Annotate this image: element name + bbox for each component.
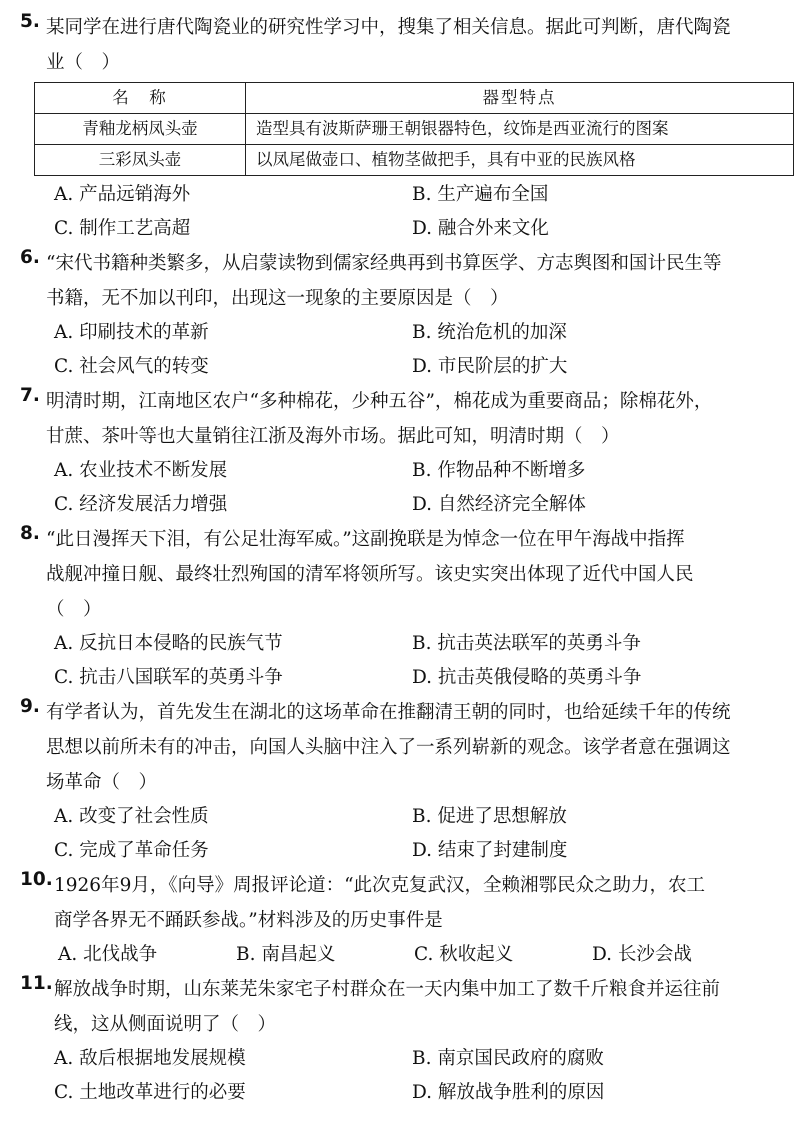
question-number: 6. [20, 247, 40, 268]
stem-line: 某同学在进行唐代陶瓷业的研究性学习中，搜集了相关信息。据此可判断，唐代陶瓷 [46, 17, 731, 38]
stem-line: 明清时期，江南地区农户“多种棉花，少种五谷”，棉花成为重要商品；除棉花外， [46, 391, 713, 412]
stem-line: 业（ ） [46, 52, 121, 73]
option-b[interactable]: B. 南京国民政府的腐败 [412, 1048, 604, 1070]
option-d[interactable]: D. 自然经济完全解体 [412, 494, 586, 516]
header-features: 器型特点 [246, 83, 794, 114]
option-a[interactable]: A. 农业技术不断发展 [54, 460, 228, 482]
question-stem [20, 868, 770, 938]
option-a[interactable]: A. 印刷技术的革新 [54, 322, 209, 344]
cell-name: 三彩凤头壶 [35, 145, 246, 176]
question-stem [20, 972, 770, 1042]
option-d[interactable]: D. 解放战争胜利的原因 [412, 1082, 605, 1104]
stem-line: 场革命（ ） [46, 772, 158, 793]
stem-line: （ ） [46, 599, 102, 620]
stem-line: 线，这从侧面说明了（ ） [54, 1014, 277, 1035]
option-a[interactable]: A. 改变了社会性质 [54, 806, 209, 828]
stem-line: 书籍，无不加以刊印，出现这一现象的主要原因是（ ） [46, 288, 509, 309]
table-row [35, 114, 794, 145]
option-b[interactable]: B. 促进了思想解放 [412, 806, 567, 828]
option-c[interactable]: C. 土地改革进行的必要 [54, 1082, 246, 1104]
stem-line: 战舰冲撞日舰、最终壮烈殉国的清军将领所写。该史实突出体现了近代中国人民 [46, 564, 694, 585]
option-c[interactable]: C. 社会风气的转变 [54, 356, 209, 378]
question-number: 8. [20, 523, 40, 544]
question-stem [20, 246, 770, 316]
option-c[interactable]: C. 经济发展活力增强 [54, 494, 228, 516]
question-number: 5. [20, 11, 40, 32]
options [20, 178, 770, 246]
option-d[interactable]: D. 抗击英俄侵略的英勇斗争 [412, 667, 642, 689]
option-a[interactable]: A. 反抗日本侵略的民族气节 [54, 633, 283, 655]
question-9 [20, 695, 770, 868]
question-6 [20, 246, 770, 384]
option-c[interactable]: C. 完成了革命任务 [54, 840, 209, 862]
stem-line: “宋代书籍种类繁多，从启蒙读物到儒家经典再到书算医学、方志舆图和国计民生等 [46, 253, 722, 274]
stem-line: “此日漫挥天下泪，有公足壮海军威。”这副挽联是为悼念一位在甲午海战中指挥 [46, 529, 685, 550]
stem-line: 商学各界无不踊跃参战。”材料涉及的历史事件是 [54, 910, 443, 931]
options [20, 316, 770, 384]
option-b[interactable]: B. 作物品种不断增多 [412, 460, 586, 482]
option-d[interactable]: D. 长沙会战 [592, 944, 692, 966]
question-number: 11. [20, 973, 53, 994]
question-8 [20, 522, 770, 695]
options [20, 454, 770, 522]
stem-line: 解放战争时期，山东莱芜朱家宅子村群众在一天内集中加工了数千斤粮食并运往前 [54, 979, 721, 1000]
option-b[interactable]: B. 南昌起义 [236, 944, 336, 966]
options [20, 627, 770, 695]
question-stem [20, 522, 770, 627]
options [20, 938, 770, 972]
stem-line: 思想以前所未有的冲击，向国人头脑中注入了一系列崭新的观念。该学者意在强调这 [46, 737, 731, 758]
question-11 [20, 972, 770, 1110]
stem-line: 有学者认为，首先发生在湖北的这场革命在推翻清王朝的同时，也给延续千年的传统 [46, 702, 731, 723]
table-row [35, 145, 794, 176]
option-a[interactable]: A. 敌后根据地发展规模 [54, 1048, 246, 1070]
option-d[interactable]: D. 结束了封建制度 [412, 840, 568, 862]
info-table [34, 82, 794, 176]
question-number: 10. [20, 869, 53, 890]
cell-features: 以凤尾做壶口、植物茎做把手，具有中亚的民族风格 [246, 145, 794, 176]
cell-features: 造型具有波斯萨珊王朝银器特色，纹饰是西亚流行的图案 [246, 114, 794, 145]
option-b[interactable]: B. 生产遍布全国 [412, 184, 549, 206]
option-c[interactable]: C. 抗击八国联军的英勇斗争 [54, 667, 283, 689]
question-5 [20, 10, 770, 246]
header-name: 名 称 [35, 83, 246, 114]
table-header-row [35, 83, 794, 114]
option-c[interactable]: C. 制作工艺高超 [54, 218, 191, 240]
option-a[interactable]: A. 北伐战争 [58, 944, 158, 966]
options [20, 1042, 770, 1110]
option-a[interactable]: A. 产品远销海外 [54, 184, 191, 206]
stem-line: 1926年9月，《向导》周报评论道：“此次克复武汉，全赖湘鄂民众之助力，农工 [54, 875, 706, 896]
cell-name: 青釉龙柄凤头壶 [35, 114, 246, 145]
question-number: 9. [20, 696, 40, 717]
question-7 [20, 384, 770, 522]
option-d[interactable]: D. 融合外来文化 [412, 218, 549, 240]
option-c[interactable]: C. 秋收起义 [414, 944, 514, 966]
question-number: 7. [20, 385, 40, 406]
option-d[interactable]: D. 市民阶层的扩大 [412, 356, 568, 378]
question-stem [20, 10, 770, 80]
stem-line: 甘蔗、茶叶等也大量销往江浙及海外市场。据此可知，明清时期（ ） [46, 426, 620, 447]
question-10 [20, 868, 770, 972]
option-b[interactable]: B. 抗击英法联军的英勇斗争 [412, 633, 641, 655]
question-stem [20, 384, 770, 454]
option-b[interactable]: B. 统治危机的加深 [412, 322, 567, 344]
options [20, 800, 770, 868]
question-stem [20, 695, 770, 800]
